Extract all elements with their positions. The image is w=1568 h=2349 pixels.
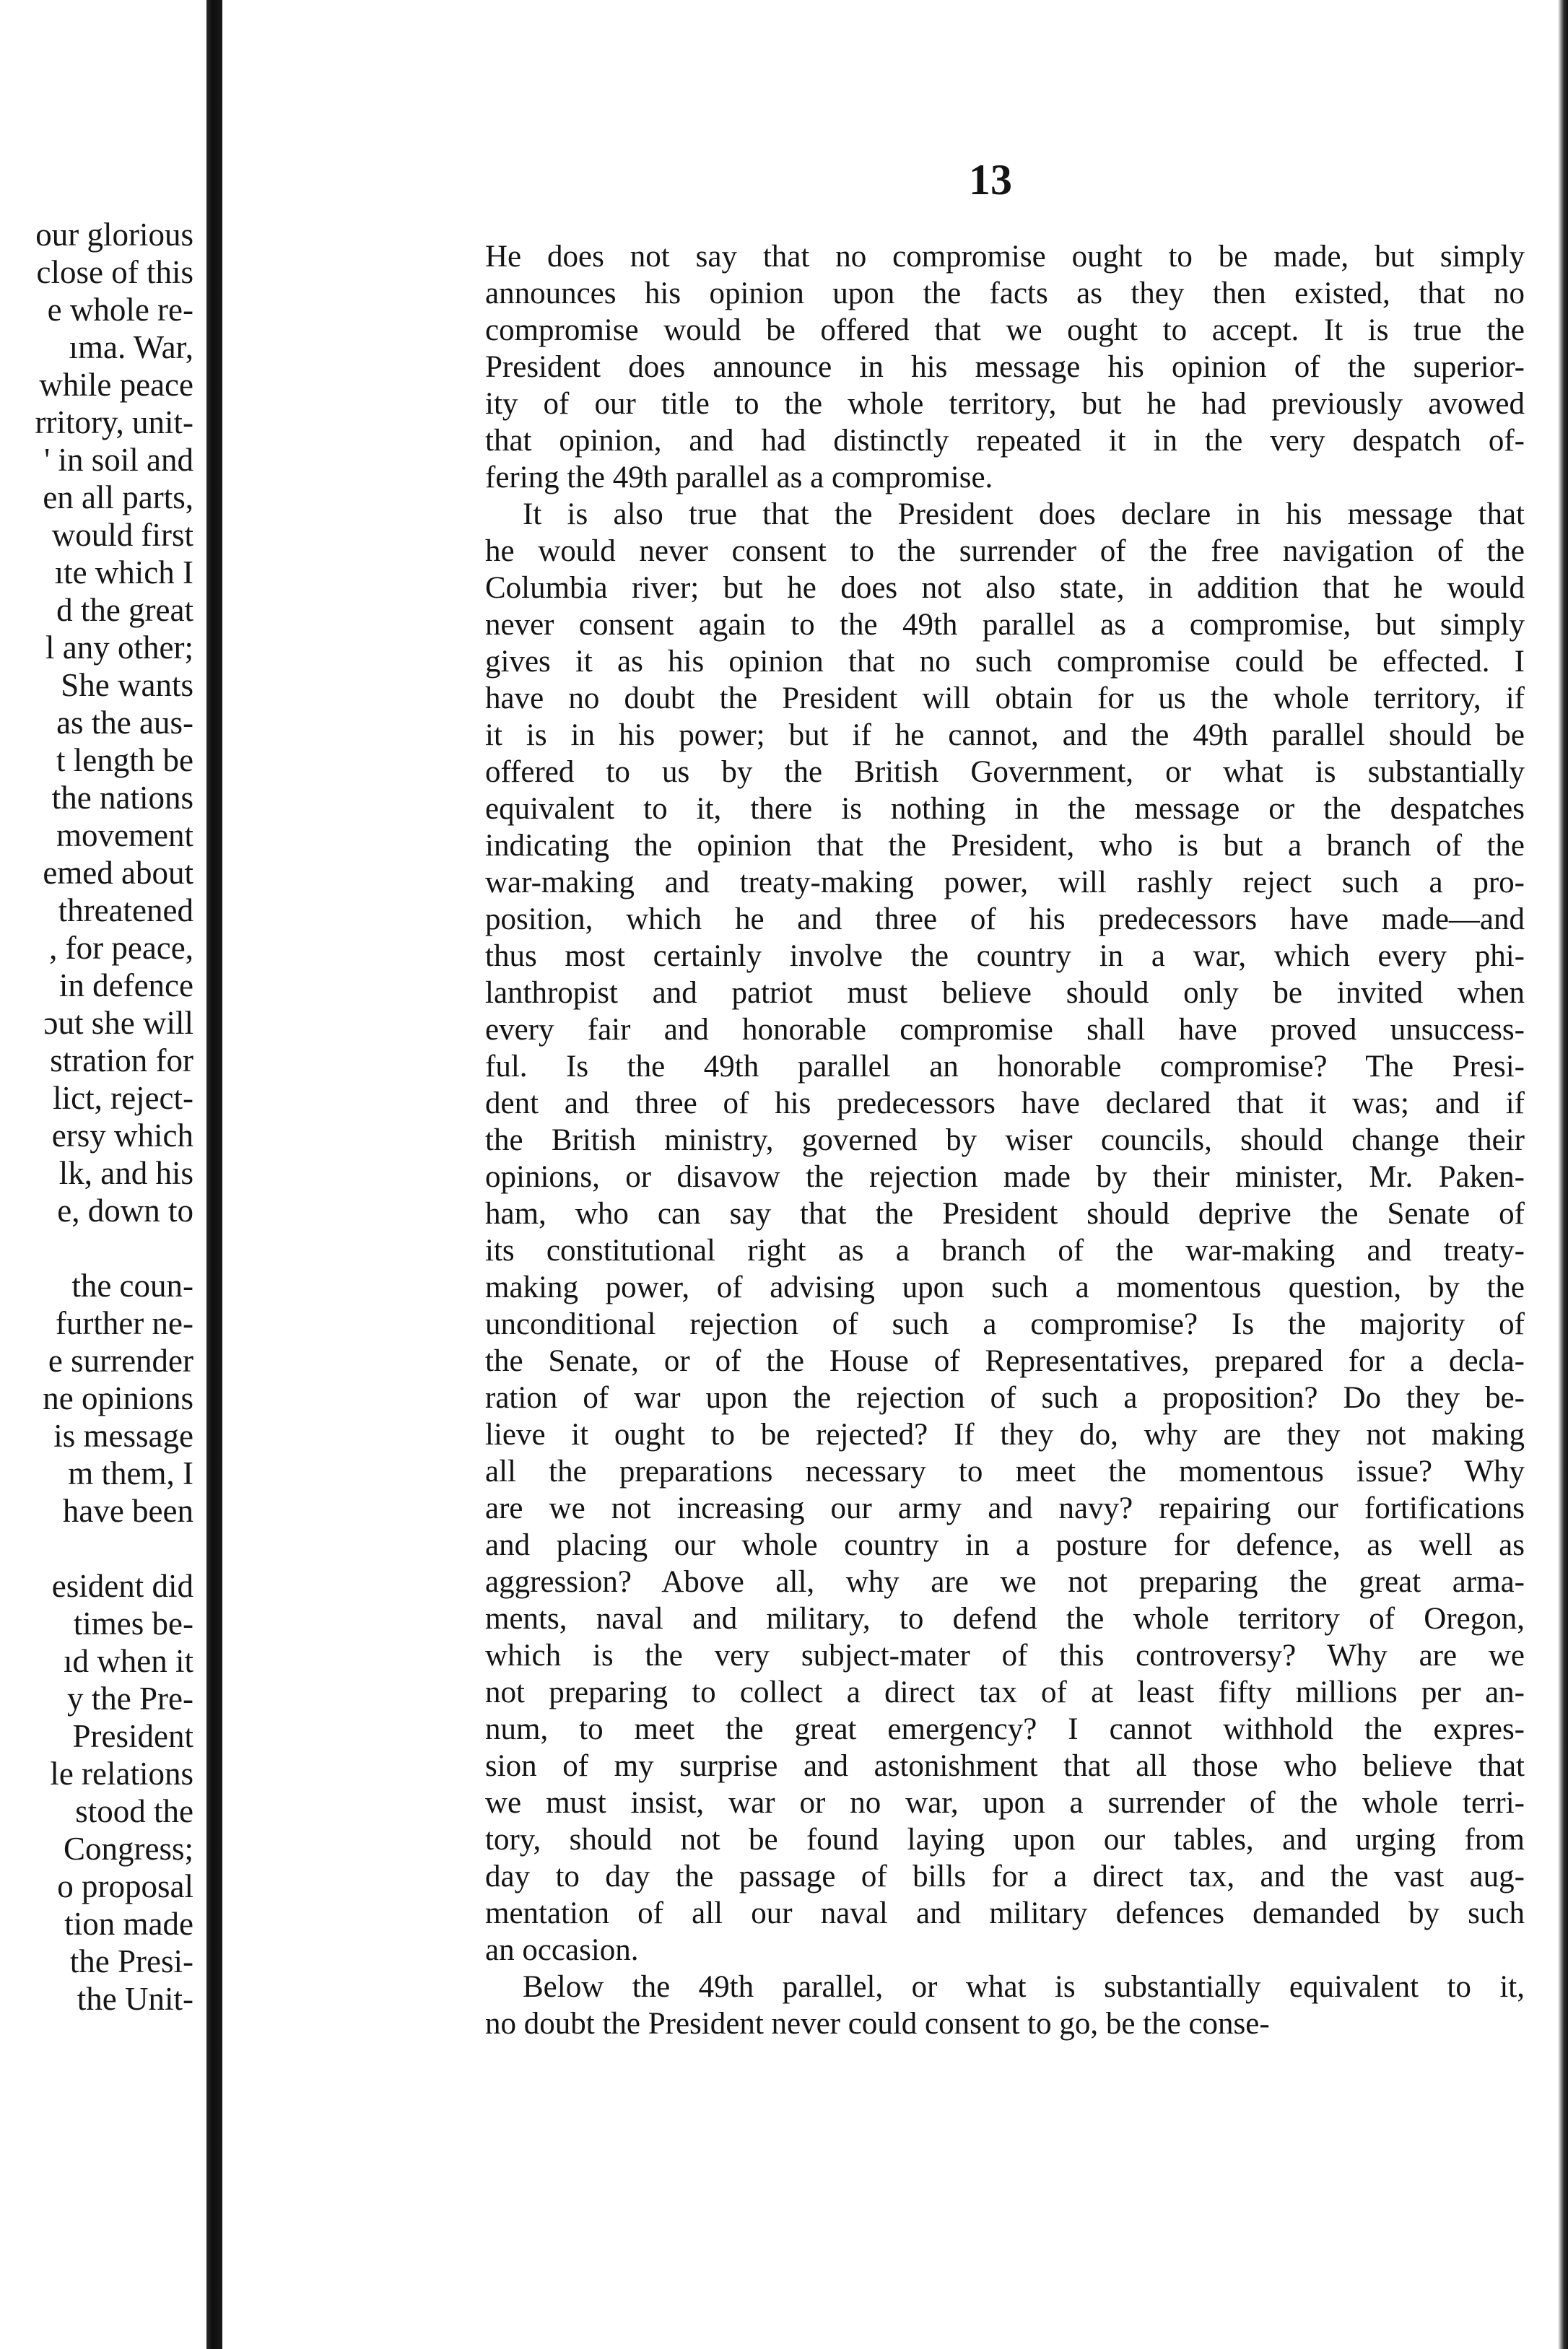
left-page-line: times be- <box>73 1605 193 1642</box>
main-page <box>222 0 1568 2349</box>
left-page-line: lict, reject- <box>53 1080 193 1116</box>
left-page-line: the Presi- <box>69 1943 193 1979</box>
left-page-line: lk, and his <box>58 1155 193 1191</box>
text-line: lanthropist and patriot must believe should only be invited when <box>485 976 1525 1010</box>
left-page-line: en all parts, <box>43 479 193 515</box>
page-right-edge <box>1558 0 1568 2349</box>
left-page-line: ersy which <box>51 1117 193 1154</box>
left-page-line: as the aus- <box>56 705 193 741</box>
text-line: the British ministry, governed by wiser councils, should change their <box>485 1123 1525 1157</box>
left-page-line: while peace <box>39 367 193 403</box>
text-line: He does not say that no compromise ought to be made, but simply <box>485 240 1525 274</box>
left-page-line: the nations <box>51 780 193 816</box>
left-page-line: m them, I <box>68 1455 193 1491</box>
text-line: announces his opinion upon the facts as they then existed, that no <box>485 276 1525 310</box>
left-page-line: le relations <box>50 1756 193 1792</box>
left-page-line: ıma. War, <box>69 329 193 365</box>
text-line: ration of war upon the rejection of such a proposition? Do they be- <box>485 1381 1525 1415</box>
left-page-line: t length be <box>56 742 193 778</box>
text-line: and placing our whole country in a posture for defence, as well as <box>485 1528 1525 1562</box>
left-page-line: ıte which I <box>54 554 193 590</box>
text-line: ity of our title to the whole territory, but he had previously avowed <box>485 387 1525 421</box>
left-page-line: e surrender <box>48 1343 193 1379</box>
text-line: day to day the passage of bills for a direct tax, and the vast aug- <box>485 1860 1525 1893</box>
left-page-line: the coun- <box>71 1268 193 1304</box>
text-line: an occasion. <box>485 1933 639 1967</box>
text-line: Below the 49th parallel, or what is substantially equivalent to it, <box>523 1970 1525 2004</box>
text-line: we must insist, war or no war, upon a surrender of the whole terri- <box>485 1786 1525 1820</box>
text-line: position, which he and three of his predecessors have made—and <box>485 902 1525 936</box>
left-page-line: d the great <box>56 592 193 628</box>
left-page-fragment <box>0 0 206 2349</box>
page-number: 13 <box>969 156 1012 204</box>
left-page-line: in defence <box>58 967 193 1003</box>
left-page-line: further ne- <box>55 1305 193 1341</box>
paragraph <box>485 496 1525 1969</box>
text-line: lieve it ought to be rejected? If they do, why are they not making <box>485 1418 1525 1452</box>
text-line: equivalent to it, there is nothing in the message or the despatches <box>485 792 1525 826</box>
paragraph <box>485 238 1525 496</box>
left-page-line: the Unit- <box>77 1981 193 2017</box>
text-line: he would never consent to the surrender of the free navigation of the <box>485 534 1525 568</box>
text-line: thus most certainly involve the country in a war, which every phi- <box>485 939 1525 973</box>
left-page-line: Congress; <box>64 1831 193 1867</box>
text-line: sion of my surprise and astonishment that all those who believe that <box>485 1749 1525 1783</box>
text-line: war-making and treaty-making power, will rashly reject such a pro- <box>485 866 1525 899</box>
left-page-line: ne opinions <box>43 1380 193 1416</box>
text-line: its constitutional right as a branch of the war-making and treaty- <box>485 1234 1525 1268</box>
left-page-line: movement <box>56 817 193 853</box>
left-page-line: l any other; <box>45 629 193 666</box>
left-page-line: She wants <box>61 667 193 703</box>
left-page-line: is message <box>53 1418 193 1454</box>
page-gutter <box>206 0 222 2349</box>
text-line: ful. Is the 49th parallel an honorable compromise? The Presi- <box>485 1050 1525 1084</box>
text-line: never consent again to the 49th parallel as a compromise, but simply <box>485 608 1525 642</box>
left-page-line: e whole re- <box>47 292 193 328</box>
text-line: compromise would be offered that we ought to accept. It is true the <box>485 313 1525 347</box>
text-line: President does announce in his message his opinion of the superior- <box>485 350 1525 384</box>
left-page-line: rritory, unit- <box>35 404 193 440</box>
text-line: that opinion, and had distinctly repeated it in the very despatch of- <box>485 424 1525 458</box>
left-page-line: o proposal <box>57 1868 193 1904</box>
text-line: every fair and honorable compromise shall have proved unsuccess- <box>485 1013 1525 1047</box>
text-line: tory, should not be found laying upon our tables, and urging from <box>485 1823 1525 1857</box>
text-line: offered to us by the British Government, or what is substantially <box>485 755 1525 789</box>
left-page-line: e, down to <box>57 1193 193 1229</box>
text-line: gives it as his opinion that no such compromise could be effected. I <box>485 645 1525 679</box>
text-line: are we not increasing our army and navy? repairing our fortifications <box>485 1491 1525 1525</box>
left-page-line: threatened <box>58 892 193 928</box>
text-line: no doubt the President never could consent to go, be the conse- <box>485 2007 1270 2041</box>
text-line: mentation of all our naval and military defences demanded by such <box>485 1896 1525 1930</box>
text-line: not preparing to collect a direct tax of at least fifty millions per an- <box>485 1675 1525 1709</box>
text-line: aggression? Above all, why are we not preparing the great arma- <box>485 1565 1525 1599</box>
text-line: making power, of advising upon such a momentous question, by the <box>485 1271 1525 1304</box>
left-page-line: would first <box>51 517 193 553</box>
text-line: ham, who can say that the President should deprive the Senate of <box>485 1197 1525 1231</box>
paragraph <box>485 1969 1525 2042</box>
left-page-line: stration for <box>50 1042 193 1078</box>
text-line: fering the 49th parallel as a compromise. <box>485 461 993 494</box>
text-line: the Senate, or of the House of Representatives, prepared for a decla- <box>485 1344 1525 1378</box>
text-line: all the preparations necessary to meet the momentous issue? Why <box>485 1455 1525 1489</box>
left-page-line: , for peace, <box>49 930 193 966</box>
text-line: have no doubt the President will obtain for us the whole territory, if <box>485 681 1525 715</box>
left-page-line: our glorious <box>35 217 193 253</box>
left-page-line: ıd when it <box>64 1643 193 1679</box>
left-page-line: President <box>72 1718 193 1754</box>
text-line: Columbia river; but he does not also state, in addition that he would <box>485 571 1525 605</box>
left-page-line: emed about <box>43 855 193 891</box>
body-text <box>485 238 1525 2042</box>
left-page-line: close of this <box>36 254 193 290</box>
text-line: dent and three of his predecessors have declared that it was; and if <box>485 1086 1525 1120</box>
left-page-line: stood the <box>75 1793 193 1829</box>
text-line: unconditional rejection of such a compromise? Is the majority of <box>485 1307 1525 1341</box>
text-line: num, to meet the great emergency? I cannot withhold the expres- <box>485 1712 1525 1746</box>
text-line: which is the very subject-mater of this controversy? Why are we <box>485 1639 1525 1673</box>
left-page-line: y the Pre- <box>67 1681 193 1717</box>
left-page-line: tion made <box>64 1906 193 1942</box>
text-line: ments, naval and military, to defend the whole territory of Oregon, <box>485 1602 1525 1636</box>
text-line: it is in his power; but if he cannot, and the 49th parallel should be <box>485 718 1525 752</box>
text-line: indicating the opinion that the President, who is but a branch of the <box>485 829 1525 863</box>
left-page-line: ɔut she will <box>43 1005 193 1041</box>
left-page-line: esident did <box>51 1568 193 1604</box>
left-page-line: ' in soil and <box>44 442 193 478</box>
text-line: opinions, or disavow the rejection made by their minister, Mr. Paken- <box>485 1160 1525 1194</box>
text-line: It is also true that the President does declare in his message that <box>523 497 1525 531</box>
left-page-line: have been <box>62 1493 193 1529</box>
